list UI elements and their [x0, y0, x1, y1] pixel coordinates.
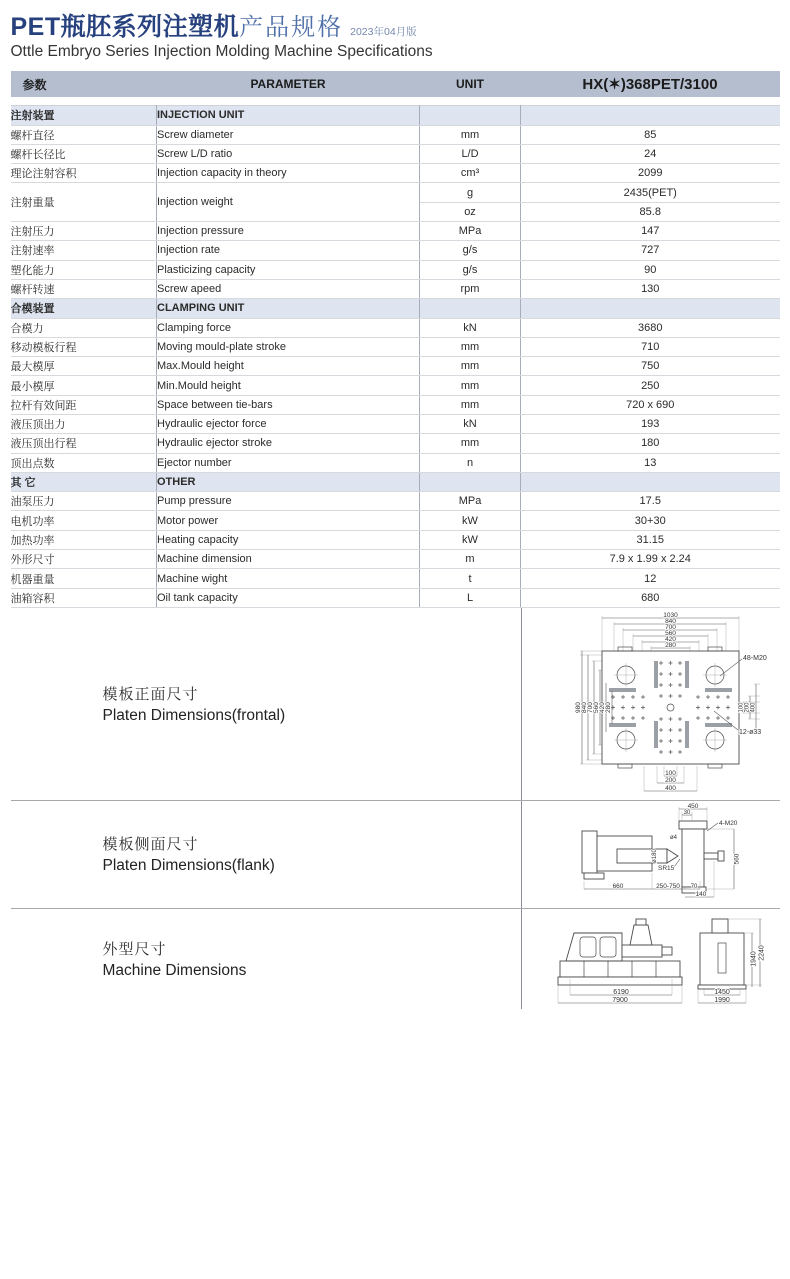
- svg-text:30: 30: [683, 809, 690, 816]
- table-row: [11, 164, 780, 183]
- row-label-en: Hydraulic ejector stroke: [157, 434, 420, 453]
- row-unit: [420, 299, 521, 318]
- row-value: 720 x 690: [521, 395, 780, 414]
- flank-platen-diagram: [522, 801, 780, 908]
- row-unit: kN: [420, 415, 521, 434]
- machine-label: [11, 938, 521, 980]
- row-label-zh: 合模力: [11, 318, 157, 337]
- row-label-zh: 液压顶出行程: [11, 434, 157, 453]
- diagram-row-machine: [11, 908, 780, 1009]
- row-value: [521, 472, 780, 491]
- row-unit: [420, 106, 521, 125]
- row-label-en: Screw L/D ratio: [157, 144, 420, 163]
- table-row: [11, 337, 780, 356]
- table-row: [11, 222, 780, 241]
- machine-diagram-cell: [521, 909, 780, 1009]
- svg-text:420: 420: [598, 702, 606, 713]
- row-value: 30+30: [521, 511, 780, 530]
- row-value: 90: [521, 260, 780, 279]
- frontal-diagram-cell: [521, 608, 780, 800]
- row-label-zh: 拉杆有效间距: [11, 395, 157, 414]
- row-label-zh: 其 它: [11, 472, 157, 491]
- frontal-top-dims: [602, 612, 739, 649]
- row-value: 130: [521, 279, 780, 298]
- table-row: [11, 395, 780, 414]
- svg-text:400: 400: [664, 784, 676, 792]
- svg-text:200: 200: [744, 702, 750, 713]
- table-row: [11, 530, 780, 549]
- row-label-en: Screw apeed: [157, 279, 420, 298]
- row-unit: L: [420, 588, 521, 607]
- table-row: [11, 183, 780, 202]
- machine-label-zh: 外型尺寸: [102, 940, 167, 958]
- row-unit: g/s: [420, 260, 521, 279]
- svg-text:12-ø33: 12-ø33: [738, 728, 761, 736]
- svg-text:450: 450: [687, 802, 698, 810]
- spec-table: [11, 105, 780, 608]
- table-row: [11, 318, 780, 337]
- row-unit: g: [420, 183, 521, 202]
- svg-text:560: 560: [592, 702, 600, 713]
- row-value: 727: [521, 241, 780, 260]
- row-unit: kW: [420, 530, 521, 549]
- title-version: 2023年04月版: [350, 26, 417, 38]
- row-label-zh: 理论注射容积: [11, 164, 157, 183]
- row-label-en: Plasticizing capacity: [157, 260, 420, 279]
- flank-label: [11, 833, 521, 875]
- row-label-zh: 顶出点数: [11, 453, 157, 472]
- table-row: [11, 376, 780, 395]
- row-label-zh: 螺杆转速: [11, 279, 157, 298]
- row-value: 24: [521, 144, 780, 163]
- row-value: 85.8: [521, 202, 780, 221]
- row-label-zh: 移动模板行程: [11, 337, 157, 356]
- table-row: [11, 279, 780, 298]
- row-label-en: Motor power: [157, 511, 420, 530]
- svg-text:280: 280: [664, 641, 676, 649]
- row-label-zh: 最小模厚: [11, 376, 157, 395]
- section-row: [11, 472, 780, 491]
- row-label-zh: 塑化能力: [11, 260, 157, 279]
- table-row: [11, 588, 780, 607]
- row-label-zh: 注射压力: [11, 222, 157, 241]
- row-label-en: Machine dimension: [157, 550, 420, 569]
- row-value: 193: [521, 415, 780, 434]
- section-row: [11, 299, 780, 318]
- row-label-en: Max.Mould height: [157, 357, 420, 376]
- svg-text:840: 840: [664, 617, 676, 625]
- row-unit: n: [420, 453, 521, 472]
- row-label-zh: 合模装置: [11, 299, 157, 318]
- machine-label-en: Machine Dimensions: [102, 961, 247, 979]
- row-value: 7.9 x 1.99 x 2.24: [521, 550, 780, 569]
- row-label-zh: 最大模厚: [11, 357, 157, 376]
- svg-text:840: 840: [580, 702, 588, 713]
- row-label-zh: 外形尺寸: [11, 550, 157, 569]
- section-row: [11, 106, 780, 125]
- row-unit: mm: [420, 434, 521, 453]
- row-label-zh: 油泵压力: [11, 492, 157, 511]
- machine-dimensions-diagram: [522, 909, 780, 1009]
- row-label-en: Oil tank capacity: [157, 588, 420, 607]
- svg-text:SR15: SR15: [657, 864, 674, 872]
- row-label-en: Space between tie-bars: [157, 395, 420, 414]
- frontal-bottom-dims: [644, 770, 697, 792]
- svg-text:700: 700: [664, 623, 676, 631]
- col-header-model: HX(✶)368PET/3100: [582, 76, 718, 94]
- row-label-zh: 注射速率: [11, 241, 157, 260]
- row-label-en: OTHER: [157, 472, 420, 491]
- row-value: 180: [521, 434, 780, 453]
- table-row: [11, 415, 780, 434]
- row-label-en: Hydraulic ejector force: [157, 415, 420, 434]
- col-header-param-zh: 参数: [22, 77, 47, 92]
- table-row: [11, 453, 780, 472]
- row-unit: mm: [420, 125, 521, 144]
- svg-text:560: 560: [664, 629, 676, 637]
- svg-text:6190: 6190: [612, 988, 629, 996]
- row-value: 147: [521, 222, 780, 241]
- svg-text:140: 140: [695, 890, 706, 898]
- row-value: [521, 106, 780, 125]
- row-label-zh: 螺杆直径: [11, 125, 157, 144]
- row-unit: m: [420, 550, 521, 569]
- machine-end-view: [698, 919, 746, 989]
- row-unit: oz: [420, 202, 521, 221]
- row-unit: mm: [420, 376, 521, 395]
- row-value: 17.5: [521, 492, 780, 511]
- spec-sheet-page: [11, 0, 780, 1009]
- row-unit: MPa: [420, 492, 521, 511]
- row-value: 3680: [521, 318, 780, 337]
- diagram-row-flank: [11, 800, 780, 908]
- page-header: [11, 14, 780, 61]
- row-value: 250: [521, 376, 780, 395]
- svg-text:400: 400: [750, 702, 756, 713]
- svg-text:4-M20: 4-M20: [718, 819, 737, 827]
- svg-text:ø180: ø180: [651, 849, 658, 863]
- machine-side-view: [558, 919, 682, 985]
- row-value: 750: [521, 357, 780, 376]
- svg-text:1940: 1940: [750, 951, 757, 967]
- table-row: [11, 492, 780, 511]
- frontal-right-dims: [738, 684, 756, 730]
- svg-text:1450: 1450: [713, 988, 730, 996]
- row-label-zh: 注射重量: [11, 183, 157, 222]
- svg-text:420: 420: [664, 635, 676, 643]
- row-value: [521, 299, 780, 318]
- table-row: [11, 260, 780, 279]
- row-label-en: Injection capacity in theory: [157, 164, 420, 183]
- spec-table-body: [11, 106, 780, 608]
- svg-text:560: 560: [733, 853, 740, 865]
- table-row: [11, 550, 780, 569]
- svg-text:48-M20: 48-M20: [742, 654, 767, 662]
- flank-diagram-cell: [521, 801, 780, 908]
- svg-text:100: 100: [738, 702, 744, 713]
- row-value: 13: [521, 453, 780, 472]
- svg-text:280: 280: [604, 702, 612, 713]
- table-row: [11, 144, 780, 163]
- row-value: 31.15: [521, 530, 780, 549]
- diagram-row-frontal: [11, 608, 780, 800]
- svg-text:200: 200: [664, 776, 676, 784]
- row-value: 85: [521, 125, 780, 144]
- svg-text:1030: 1030: [662, 611, 678, 619]
- svg-text:660: 660: [612, 882, 623, 890]
- svg-text:ø4: ø4: [669, 834, 677, 841]
- table-row: [11, 241, 780, 260]
- row-unit: kW: [420, 511, 521, 530]
- row-label-zh: 注射装置: [11, 106, 157, 125]
- frontal-label-zh: 模板正面尺寸: [102, 685, 199, 703]
- row-unit: t: [420, 569, 521, 588]
- table-row: [11, 125, 780, 144]
- row-value: 710: [521, 337, 780, 356]
- table-row: [11, 357, 780, 376]
- row-label-zh: 液压顶出力: [11, 415, 157, 434]
- table-header-band: [11, 71, 780, 97]
- row-label-zh: 加热功率: [11, 530, 157, 549]
- frontal-label: [11, 683, 521, 725]
- col-header-param-en: PARAMETER: [250, 77, 326, 92]
- row-value: 680: [521, 588, 780, 607]
- row-label-en: Machine wight: [157, 569, 420, 588]
- svg-text:1990: 1990: [713, 996, 730, 1004]
- row-label-en: CLAMPING UNIT: [157, 299, 420, 318]
- row-unit: MPa: [420, 222, 521, 241]
- row-value: 2099: [521, 164, 780, 183]
- table-row: [11, 511, 780, 530]
- page-title: [11, 14, 780, 40]
- svg-text:700: 700: [586, 702, 594, 713]
- col-header-unit: UNIT: [456, 77, 484, 92]
- diagram-section: [11, 608, 780, 1009]
- svg-text:980: 980: [574, 702, 582, 713]
- row-label-en: Pump pressure: [157, 492, 420, 511]
- row-label-en: Heating capacity: [157, 530, 420, 549]
- row-label-en: Screw diameter: [157, 125, 420, 144]
- row-label-en: Clamping force: [157, 318, 420, 337]
- svg-text:100: 100: [664, 769, 676, 777]
- row-label-en: INJECTION UNIT: [157, 106, 420, 125]
- title-zh-bold: PET瓶胚系列注塑机: [10, 13, 240, 41]
- table-row: [11, 569, 780, 588]
- row-label-en: Injection pressure: [157, 222, 420, 241]
- flank-label-en: Platen Dimensions(flank): [102, 857, 275, 875]
- svg-text:70: 70: [690, 883, 697, 890]
- row-label-zh: 螺杆长径比: [11, 144, 157, 163]
- row-label-zh: 油箱容积: [11, 588, 157, 607]
- frontal-label-en: Platen Dimensions(frontal): [102, 706, 286, 724]
- page-subtitle: Ottle Embryo Series Injection Molding Machine Specifications: [10, 43, 433, 61]
- row-unit: L/D: [420, 144, 521, 163]
- row-unit: mm: [420, 395, 521, 414]
- svg-text:2240: 2240: [758, 945, 765, 961]
- flank-label-zh: 模板侧面尺寸: [102, 836, 199, 854]
- row-label-en: Injection rate: [157, 241, 420, 260]
- row-label-en: Moving mould-plate stroke: [157, 337, 420, 356]
- row-label-en: Injection weight: [157, 183, 420, 222]
- row-label-zh: 机器重量: [11, 569, 157, 588]
- row-unit: rpm: [420, 279, 521, 298]
- svg-text:250-750: 250-750: [655, 882, 680, 890]
- title-zh-light: 产品规格: [239, 14, 344, 41]
- row-label-en: Ejector number: [157, 453, 420, 472]
- row-value: 12: [521, 569, 780, 588]
- row-label-zh: 电机功率: [11, 511, 157, 530]
- row-unit: kN: [420, 318, 521, 337]
- row-unit: mm: [420, 357, 521, 376]
- svg-text:7900: 7900: [611, 996, 628, 1004]
- row-unit: mm: [420, 337, 521, 356]
- row-unit: g/s: [420, 241, 521, 260]
- table-row: [11, 434, 780, 453]
- row-value: 2435(PET): [521, 183, 780, 202]
- row-unit: [420, 472, 521, 491]
- row-unit: cm³: [420, 164, 521, 183]
- frontal-platen-diagram: [522, 608, 780, 800]
- row-label-en: Min.Mould height: [157, 376, 420, 395]
